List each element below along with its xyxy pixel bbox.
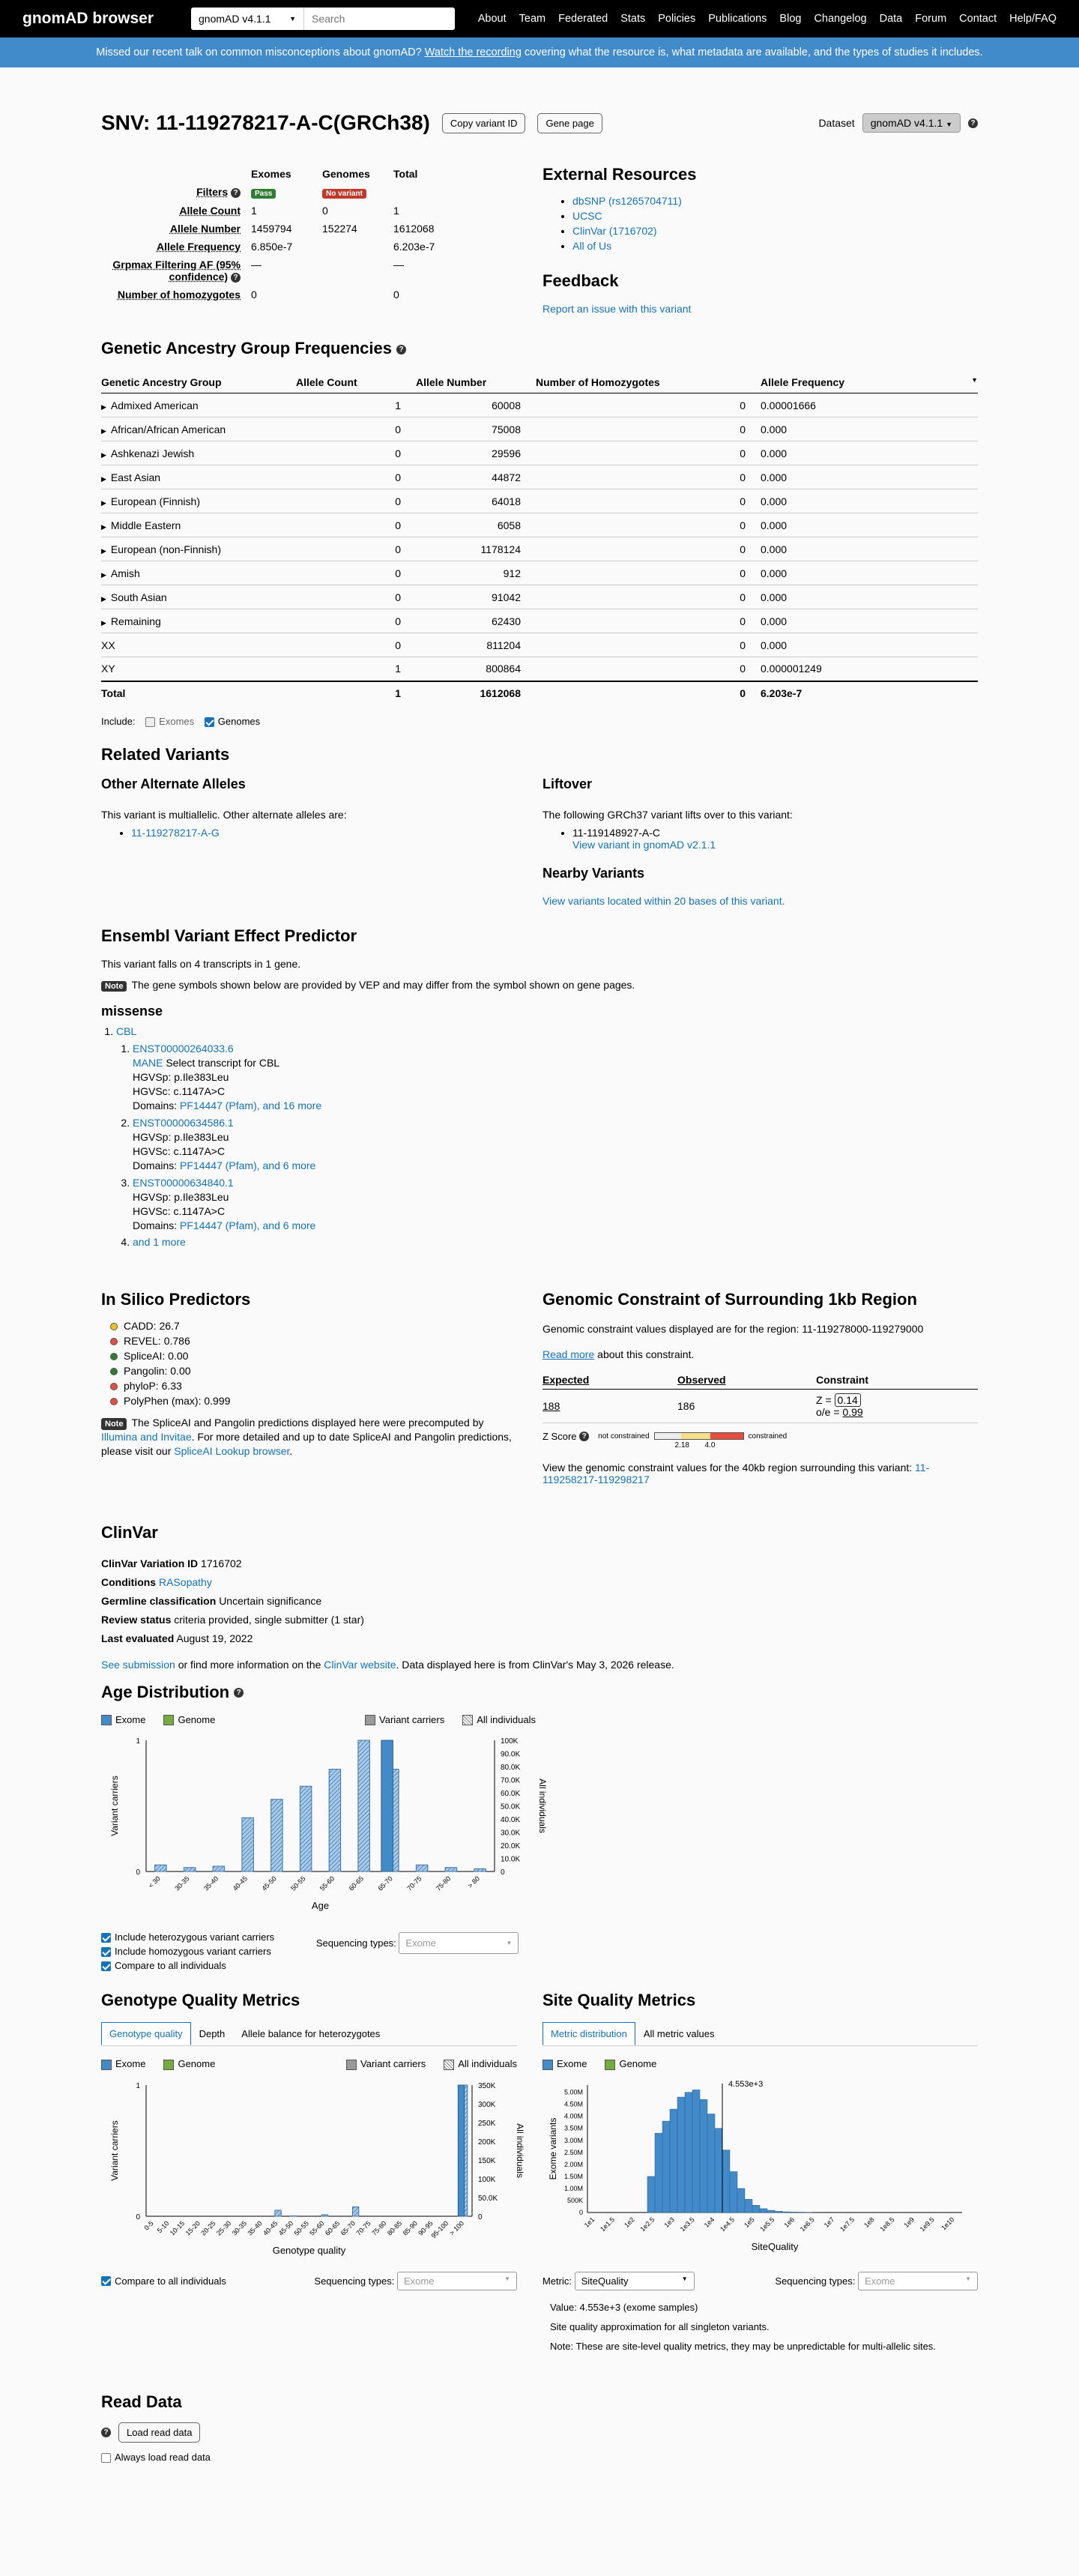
x-tick-label: 90-95 xyxy=(417,2219,435,2237)
x-tick-label: 65-70 xyxy=(376,1874,394,1892)
navbar xyxy=(0,0,1079,37)
help-icon[interactable]: ? xyxy=(968,118,978,128)
age-title: Age Distribution ? xyxy=(101,1683,978,1702)
x-tick-label: 1e10 xyxy=(940,2215,956,2232)
clinvar-row: Last evaluated August 19, 2022 xyxy=(101,1632,253,1644)
always-load-checkbox[interactable] xyxy=(101,2453,111,2463)
y-tick-label: 1 xyxy=(136,2081,140,2090)
nav-link-changelog[interactable]: Changelog xyxy=(814,13,867,25)
y-tick-label: 4.50M xyxy=(563,2100,583,2108)
transcript-item: 1. ENST00000264033.6 MANE Select transcript for CBL HGVSp: p.Ile383Leu HGVSc: c.1147A>C Domains: PF14447 (Pfam), and 16 more xyxy=(133,1042,978,1113)
nav-link-contact[interactable]: Contact xyxy=(959,13,997,25)
x-tick-label: 40-45 xyxy=(262,2219,279,2237)
status-dot-icon xyxy=(110,1383,118,1390)
x-tick-label: 1e2.5 xyxy=(638,2215,656,2233)
dataset-dropdown[interactable]: gnomAD v4.1.1 ▼ xyxy=(862,113,961,133)
gene-link[interactable]: CBL xyxy=(116,1025,137,1037)
predictor-item: PolyPhen (max): 0.999 xyxy=(110,1395,522,1407)
external-link[interactable]: UCSC xyxy=(572,210,602,222)
expand-caret-icon[interactable]: ▶ xyxy=(101,426,106,435)
histogram-bar xyxy=(752,2205,760,2212)
x-tick-label: 1e8.5 xyxy=(878,2215,896,2233)
y-tick-label: 1.50M xyxy=(563,2172,583,2180)
x-tick-label: 35-40 xyxy=(246,2219,264,2237)
histogram-bar xyxy=(737,2189,745,2212)
ancestry-table: Genetic Ancestry Group Allele Count Allele Number Number of Homozygotes Allele Frequency ▼ ▶ Admixed American 1 60008 0 0.00001666 ▶ African/African American 0 75008 0 0.000 ▶ Ashkenazi Jewish 0 29596 0 0.000 ▶ East Asian 0 44872 0 0.000 ▶ European (Finnish) 0 64018 0 0.000 ▶ Middle Eastern 0 6058 0 0.000 ▶ European (non-Finnish) 0 1178124 0 0.000 ▶ Amish 0 912 0 0.000 ▶ South Asian 0 91042 0 0.000 ▶ Remaining 0 62430 0 0.000 XX 0 811204 0 0.000 XY 1 800864 0 0.000001249 Total 1 1612068 0 6.203e-7 xyxy=(101,370,978,705)
x-tick-label: 1e4.5 xyxy=(719,2215,737,2233)
load-read-data-button[interactable]: Load read data xyxy=(118,2422,200,2443)
predictor-item: REVEL: 0.786 xyxy=(110,1335,522,1347)
histogram-bar xyxy=(670,2109,677,2212)
table-row[interactable]: XX 0 811204 0 0.000 xyxy=(101,633,978,657)
y-tick-label: 500K xyxy=(566,2196,583,2204)
predictor-item: phyloP: 6.33 xyxy=(110,1380,522,1392)
carrier-bar xyxy=(458,2085,464,2216)
x-tick-label: 55-60 xyxy=(318,1874,336,1892)
value-marker-label: 4.553e+3 xyxy=(728,2079,764,2089)
x-tick-label: 20-25 xyxy=(199,2219,217,2237)
x-tick-label: > 100 xyxy=(447,2219,466,2237)
expand-caret-icon[interactable]: ▶ xyxy=(101,402,106,411)
expand-caret-icon[interactable]: ▶ xyxy=(101,450,106,459)
tab-allele-balance-for-heterozygotes[interactable]: Allele balance for heterozygotes xyxy=(241,2028,381,2040)
x-tick-label: 1e9.5 xyxy=(918,2215,936,2233)
x-tick-label: 1e3 xyxy=(662,2215,677,2229)
filters-help-icon[interactable]: ? xyxy=(231,188,241,198)
nav-link-helpfaq[interactable]: Help/FAQ xyxy=(1009,13,1057,25)
brand-logo[interactable]: gnomAD browser xyxy=(22,10,154,27)
predictor-item: CADD: 26.7 xyxy=(110,1320,522,1332)
x-tick-label: 1e6 xyxy=(782,2215,797,2229)
table-row[interactable]: ▶ African/African American 0 75008 0 0.000 xyxy=(101,417,978,441)
y-tick-label: 4.00M xyxy=(563,2112,583,2120)
x-tick-label: 1e6.5 xyxy=(798,2215,816,2233)
total-row: Total 1 1612068 0 6.203e-7 xyxy=(101,681,978,705)
all-individuals-bar xyxy=(353,2207,359,2216)
x-tick-label: 30-35 xyxy=(230,2219,249,2237)
gq-title: Genotype Quality Metrics xyxy=(101,1991,300,2010)
chevron-down-icon: ▼ xyxy=(289,15,297,22)
y-tick-label: 1.00M xyxy=(563,2184,583,2192)
feedback-title: Feedback xyxy=(542,271,619,290)
histogram-bar xyxy=(647,2177,655,2212)
y-tick-label: 2.50M xyxy=(563,2148,583,2156)
banner-link[interactable]: Watch the recording xyxy=(424,46,522,58)
y-tick-label: 5.00M xyxy=(563,2088,583,2096)
all-individuals-bar xyxy=(213,1866,225,1871)
status-dot-icon xyxy=(110,1398,118,1405)
transcript-item: 2. ENST00000634586.1 HGVSp: p.Ile383Leu HGVSc: c.1147A>C Domains: PF14447 (Pfam), and 6 more xyxy=(133,1116,978,1173)
expand-caret-icon[interactable]: ▶ xyxy=(101,522,106,531)
y2-axis-label: All individuals xyxy=(515,2123,525,2178)
stat-row: Grpmax Filtering AF (95% confidence) ? — — xyxy=(112,259,404,283)
vep-title: Ensembl Variant Effect Predictor xyxy=(101,926,357,945)
x-tick-label: 55-60 xyxy=(308,2219,326,2237)
x-tick-label: 85-90 xyxy=(401,2219,419,2237)
constraint-title: Genomic Constraint of Surrounding 1kb Region xyxy=(542,1289,917,1309)
y2-tick-label: 10.0K xyxy=(501,1855,521,1864)
y2-tick-label: 50.0K xyxy=(501,1803,521,1812)
expand-caret-icon[interactable]: ▶ xyxy=(101,474,106,483)
expand-caret-icon[interactable]: ▶ xyxy=(101,618,106,627)
x-axis-label: SiteQuality xyxy=(751,2240,799,2252)
y2-tick-label: 100K xyxy=(478,2175,496,2184)
dataset-selector: Dataset gnomAD v4.1.1 ▼ ? xyxy=(818,113,978,133)
pass-badge: Pass xyxy=(251,189,276,199)
nav-link-policies[interactable]: Policies xyxy=(658,13,696,25)
page-title: SNV: 11-119278217-A-C(GRCh38) xyxy=(101,111,430,134)
gene-page-button[interactable]: Gene page xyxy=(537,113,602,133)
predictor-item: Pangolin: 0.00 xyxy=(110,1365,522,1377)
table-row[interactable]: ▶ Ashkenazi Jewish 0 29596 0 0.000 xyxy=(101,441,978,465)
y2-tick-label: 60.0K xyxy=(501,1790,521,1799)
x-tick-label: < 30 xyxy=(147,1874,162,1890)
table-row[interactable]: ▶ European (non-Finnish) 0 1178124 0 0.000 xyxy=(101,537,978,561)
nav-link-about[interactable]: About xyxy=(477,13,507,25)
y2-tick-label: 30.0K xyxy=(501,1829,521,1838)
all-individuals-bar xyxy=(184,1868,196,1871)
x-tick-label: 1e7 xyxy=(822,2215,836,2229)
all-individuals-bar xyxy=(358,1740,370,1871)
x-tick-label: 1e1 xyxy=(582,2215,596,2229)
tab-genotype-quality[interactable]: Genotype quality xyxy=(101,2022,191,2045)
all-individuals-bar xyxy=(321,2215,327,2216)
page-header xyxy=(101,111,978,135)
y2-tick-label: 80.0K xyxy=(501,1764,521,1773)
clinvar-row: Germline classification Uncertain significance xyxy=(101,1594,322,1607)
variant-stats: Exomes Genomes Total Filters ? Pass No variant Allele Count 1 0 1 Allele Number 1459794 152274 1612068 Allele Frequency 6.850e-7 6.203e-7 Grpmax Filtering AF (95% confidence) ? — — Number of homozygotes 0 0 xyxy=(101,165,540,315)
x-tick-label: 10-15 xyxy=(168,2219,187,2237)
histogram-bar xyxy=(730,2171,737,2212)
y-tick-label: 0 xyxy=(578,2208,583,2216)
x-tick-label: 25-30 xyxy=(214,2219,233,2237)
status-dot-icon xyxy=(110,1353,118,1360)
nav-link-team[interactable]: Team xyxy=(519,13,546,25)
clinvar-row: ClinVar Variation ID 1716702 xyxy=(101,1557,242,1569)
y-axis-label: Variant carriers xyxy=(109,1776,120,1836)
y2-axis-label: All individuals xyxy=(537,1779,548,1833)
related-title: Related Variants xyxy=(101,744,230,764)
x-tick-label: 1e2 xyxy=(623,2215,636,2229)
sq-chart xyxy=(542,2070,977,2265)
table-row[interactable]: ▶ Remaining 0 62430 0 0.000 xyxy=(101,609,978,633)
all-individuals-bar xyxy=(275,2210,281,2216)
all-individuals-bar xyxy=(445,1868,457,1871)
no-variant-badge: No variant xyxy=(322,189,366,199)
x-tick-label: 1e3.5 xyxy=(678,2215,696,2233)
y2-tick-label: 20.0K xyxy=(501,1842,521,1851)
external-link[interactable]: ClinVar (1716702) xyxy=(572,225,657,237)
other-alleles-title: Other Alternate Alleles xyxy=(101,776,246,791)
y-axis-label: Exome variants xyxy=(548,2117,558,2180)
table-row[interactable]: ▶ Admixed American 1 60008 0 0.00001666 xyxy=(101,393,978,417)
expand-caret-icon[interactable]: ▶ xyxy=(101,570,106,579)
x-tick-label: 5-10 xyxy=(155,2219,171,2234)
y2-tick-label: 350K xyxy=(478,2081,496,2090)
x-tick-label: 15-20 xyxy=(184,2219,202,2237)
x-tick-label: 75-80 xyxy=(434,1874,453,1892)
y-tick-label: 0 xyxy=(136,1868,140,1877)
table-row[interactable]: ▶ Middle Eastern 0 6058 0 0.000 xyxy=(101,513,978,537)
carrier-bar xyxy=(381,1740,393,1871)
af-header[interactable]: Allele Frequency ▼ xyxy=(761,370,978,393)
search-box xyxy=(191,7,455,30)
announcement-banner: Missed our recent talk on common misconceptions about gnomAD? Watch the recording covering what the resource is, what metadata are available, and the types of studies it includes. xyxy=(0,37,1079,67)
status-dot-icon xyxy=(110,1338,118,1345)
x-tick-label: 95-100 xyxy=(429,2219,450,2239)
x-tick-label: 75-80 xyxy=(370,2219,388,2237)
y2-tick-label: 0 xyxy=(501,1868,505,1877)
histogram-bar xyxy=(707,2114,715,2212)
x-tick-label: 1e7.5 xyxy=(838,2215,856,2233)
histogram-bar xyxy=(692,2090,700,2212)
histogram-bar xyxy=(767,2210,775,2212)
x-tick-label: 45-50 xyxy=(260,1874,278,1892)
all-individuals-bar xyxy=(155,1865,167,1871)
histogram-bar xyxy=(662,2121,670,2212)
ancestry-help-icon[interactable]: ? xyxy=(396,345,406,355)
y2-tick-label: 90.0K xyxy=(501,1750,521,1759)
include-options: Include: Exomes Genomes xyxy=(101,715,261,727)
other-allele-link[interactable]: 11-119278217-A-G xyxy=(131,826,220,839)
x-tick-label: 45-50 xyxy=(276,2219,295,2237)
x-tick-label: 1e1.5 xyxy=(599,2215,617,2233)
x-tick-label: 1e4 xyxy=(702,2215,716,2229)
stat-row: Allele Count 1 0 1 xyxy=(179,205,399,217)
external-links xyxy=(542,195,978,252)
y-tick-label: 2.00M xyxy=(563,2160,583,2168)
histogram-bar xyxy=(700,2099,707,2212)
x-tick-label: 1e9 xyxy=(902,2215,916,2229)
stat-row: Allele Number 1459794 152274 1612068 xyxy=(169,223,435,235)
stat-row: Number of homozygotes 0 0 xyxy=(117,289,399,301)
nav-links xyxy=(478,13,1057,25)
clinvar-row: Conditions RASopathy xyxy=(101,1575,212,1588)
nearby-title: Nearby Variants xyxy=(542,865,645,881)
x-tick-label: 70-75 xyxy=(405,1874,423,1892)
y-tick-label: 3.50M xyxy=(563,2124,583,2132)
tab-metric-distribution[interactable]: Metric distribution xyxy=(542,2022,635,2045)
x-tick-label: 80-85 xyxy=(385,2219,404,2237)
x-tick-label: 40-45 xyxy=(231,1874,250,1892)
external-link[interactable]: dbSNP (rs1265704711) xyxy=(572,195,682,207)
tab-all-metric-values[interactable]: All metric values xyxy=(643,2028,715,2040)
x-tick-label: 70-75 xyxy=(354,2219,372,2237)
x-tick-label: 60-65 xyxy=(347,1874,366,1892)
x-tick-label: 35-40 xyxy=(202,1874,220,1892)
all-individuals-bar xyxy=(291,2215,297,2216)
table-row[interactable]: ▶ European (Finnish) 0 64018 0 0.000 xyxy=(101,489,978,513)
y2-tick-label: 100K xyxy=(501,1737,519,1746)
liftover-link[interactable]: View variant in gnomAD v2.1.1 xyxy=(572,838,716,851)
y-tick-label: 1 xyxy=(136,1737,140,1746)
search-input[interactable] xyxy=(304,7,455,30)
y2-tick-label: 70.0K xyxy=(501,1776,521,1785)
expand-caret-icon[interactable]: ▶ xyxy=(101,546,106,555)
nav-link-data[interactable]: Data xyxy=(879,13,903,25)
table-row[interactable]: ▶ East Asian 0 44872 0 0.000 xyxy=(101,465,978,489)
y2-tick-label: 40.0K xyxy=(501,1816,521,1825)
caret-down-icon: ▼ xyxy=(946,121,952,128)
nav-link-stats[interactable]: Stats xyxy=(620,13,646,25)
clinvar-title: ClinVar xyxy=(101,1522,158,1542)
insilico-title: In Silico Predictors xyxy=(101,1289,251,1309)
expand-caret-icon[interactable]: ▶ xyxy=(101,594,106,603)
table-row[interactable]: ▶ South Asian 0 91042 0 0.000 xyxy=(101,585,978,609)
age-chart xyxy=(101,1725,548,1928)
x-axis-label: Genotype quality xyxy=(272,2244,346,2256)
all-individuals-bar xyxy=(329,1770,341,1872)
x-tick-label: 50-55 xyxy=(292,2219,310,2237)
ancestry-title: Genetic Ancestry Group Frequencies ? xyxy=(101,339,978,358)
all-individuals-bar xyxy=(300,1786,312,1871)
histogram-bar xyxy=(677,2097,685,2212)
all-individuals-bar xyxy=(416,1865,428,1871)
all-individuals-bar xyxy=(271,1800,283,1871)
clinvar-row: Review status criteria provided, single submitter (1 star) xyxy=(101,1613,364,1626)
x-tick-label: 30-35 xyxy=(173,1874,191,1892)
histogram-bar xyxy=(722,2150,730,2212)
table-row[interactable]: XY 1 800864 0 0.000001249 xyxy=(101,657,978,681)
nav-link-federated[interactable]: Federated xyxy=(558,13,608,25)
gq-chart xyxy=(101,2070,536,2265)
external-link[interactable]: All of Us xyxy=(572,240,612,252)
x-tick-label: 1e8 xyxy=(862,2215,876,2229)
nav-link-forum[interactable]: Forum xyxy=(915,13,947,25)
y-axis-label: Variant carriers xyxy=(109,2120,120,2181)
nav-link-publications[interactable]: Publications xyxy=(708,13,767,25)
y-tick-label: 0 xyxy=(136,2212,140,2221)
x-tick-label: 65-70 xyxy=(339,2219,357,2237)
x-tick-label: 60-65 xyxy=(323,2219,342,2237)
expand-caret-icon[interactable]: ▶ xyxy=(101,498,106,507)
y2-tick-label: 300K xyxy=(478,2100,496,2109)
histogram-bar xyxy=(775,2211,782,2212)
exomes-checkbox[interactable] xyxy=(145,717,155,727)
search-dataset-select[interactable]: gnomAD v4.1.1 ▼ xyxy=(191,7,304,30)
genomes-checkbox[interactable] xyxy=(205,717,214,727)
x-tick-label: 1e5.5 xyxy=(758,2215,776,2233)
y2-tick-label: 250K xyxy=(478,2119,496,2128)
copy-variant-id-button[interactable]: Copy variant ID xyxy=(442,113,526,133)
table-row[interactable]: ▶ Amish 0 912 0 0.000 xyxy=(101,561,978,585)
y2-tick-label: 150K xyxy=(478,2156,496,2165)
status-dot-icon xyxy=(110,1323,118,1330)
nearby-link[interactable]: View variants located within 20 bases of this variant. xyxy=(542,894,785,907)
consequence-title: missense xyxy=(101,1003,163,1019)
histogram-bar xyxy=(655,2133,662,2212)
more-transcripts-link[interactable]: and 1 more xyxy=(133,1235,186,1248)
x-tick-label: 50-55 xyxy=(289,1874,307,1892)
histogram-bar xyxy=(715,2128,722,2212)
y-tick-label: 3.00M xyxy=(563,2136,583,2144)
status-dot-icon xyxy=(110,1368,118,1375)
nav-link-blog[interactable]: Blog xyxy=(779,13,802,25)
external-resources-title: External Resources xyxy=(542,165,697,184)
sq-title: Site Quality Metrics xyxy=(542,1991,696,2010)
y2-tick-label: 200K xyxy=(478,2138,496,2147)
help-icon[interactable]: ? xyxy=(231,273,241,283)
liftover-title: Liftover xyxy=(542,776,593,791)
y2-tick-label: 0 xyxy=(478,2212,483,2221)
tab-depth[interactable]: Depth xyxy=(199,2028,226,2040)
y2-tick-label: 50.0K xyxy=(478,2194,498,2203)
x-tick-label: 1e5 xyxy=(743,2215,756,2229)
histogram-bar xyxy=(760,2209,767,2212)
x-tick-label: > 80 xyxy=(466,1874,482,1890)
histogram-bar xyxy=(685,2092,692,2212)
all-individuals-bar xyxy=(242,1818,254,1871)
x-axis-label: Age xyxy=(311,1900,330,1912)
stat-row: Allele Frequency 6.850e-7 6.203e-7 xyxy=(156,241,435,253)
predictor-item: SpliceAI: 0.00 xyxy=(110,1350,522,1362)
x-tick-label: 0-5 xyxy=(142,2219,155,2232)
histogram-bar xyxy=(745,2199,752,2212)
read-data-title: Read Data xyxy=(101,2392,182,2412)
report-issue-link[interactable]: Report an issue with this variant xyxy=(542,303,692,315)
transcript-item: 3. ENST00000634840.1 HGVSp: p.Ile383Leu HGVSc: c.1147A>C Domains: PF14447 (Pfam), and 6 more xyxy=(133,1176,978,1233)
all-individuals-bar xyxy=(474,1869,486,1872)
